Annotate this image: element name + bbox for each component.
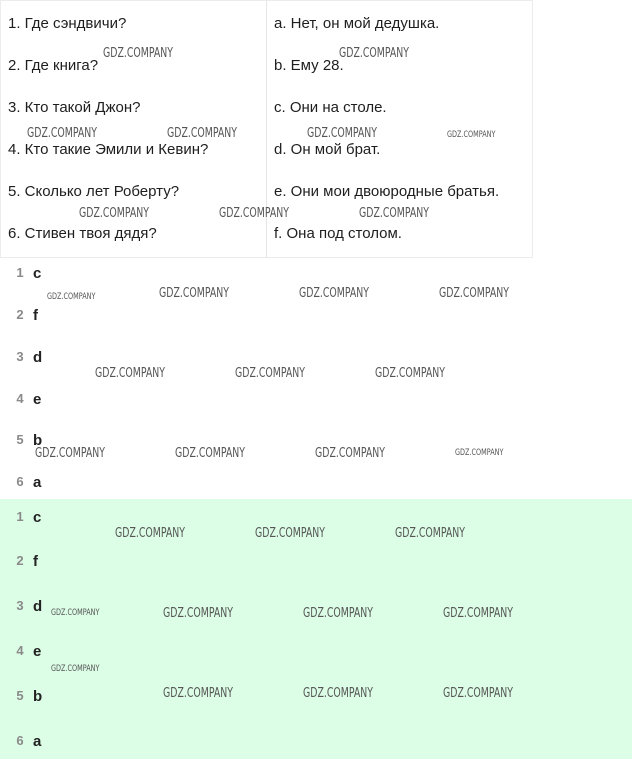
question-2: 2. Где книга? (8, 57, 99, 74)
answer-number: 4 (16, 391, 24, 406)
question-5: 5. Сколько лет Роберту? (8, 183, 180, 200)
watermark-stamp: GDZ.COMPANY (375, 366, 445, 381)
answer-row (0, 265, 632, 287)
watermark-stamp: GDZ.COMPANY (439, 286, 509, 301)
answer-option-e: e. Они мои двоюродные братья. (274, 183, 500, 200)
watermark-stamp: GDZ.COMPANY (359, 206, 429, 221)
answer-row (0, 733, 632, 755)
watermark-stamp: GDZ.COMPANY (103, 46, 173, 61)
answer-number: 2 (16, 553, 24, 568)
watermark-stamp: GDZ.COMPANY (51, 664, 100, 674)
watermark-stamp: GDZ.COMPANY (235, 366, 305, 381)
answer-row (0, 643, 632, 665)
question-6: 6. Стивен твоя дядя? (8, 225, 157, 242)
answer-option-b: b. Ему 28. (274, 57, 344, 74)
answer-letter: b (33, 432, 43, 449)
answer-number: 3 (16, 598, 24, 613)
watermark-stamp: GDZ.COMPANY (447, 130, 496, 140)
answer-number: 1 (16, 265, 24, 280)
answer-option-c: c. Они на столе. (274, 99, 387, 116)
question-3: 3. Кто такой Джон? (8, 99, 141, 116)
watermark-stamp: GDZ.COMPANY (299, 286, 369, 301)
answer-number: 2 (16, 307, 24, 322)
answer-number: 5 (16, 688, 24, 703)
watermark-stamp: GDZ.COMPANY (255, 526, 325, 541)
answer-letter: f (33, 307, 38, 324)
answer-row (0, 553, 632, 575)
watermark-stamp: GDZ.COMPANY (51, 608, 100, 618)
watermark-stamp: GDZ.COMPANY (27, 126, 97, 141)
watermark-stamp: GDZ.COMPANY (159, 286, 229, 301)
watermark-stamp: GDZ.COMPANY (175, 446, 245, 461)
watermark-stamp: GDZ.COMPANY (339, 46, 409, 61)
watermark-stamp: GDZ.COMPANY (443, 606, 513, 621)
question-1: 1. Где сэндвичи? (8, 15, 127, 32)
question-4: 4. Кто такие Эмили и Кевин? (8, 141, 209, 158)
watermark-stamp: GDZ.COMPANY (395, 526, 465, 541)
watermark-stamp: GDZ.COMPANY (443, 686, 513, 701)
answer-row (0, 391, 632, 413)
answer-letter: b (33, 688, 43, 705)
watermark-stamp: GDZ.COMPANY (79, 206, 149, 221)
answer-option-d: d. Он мой брат. (274, 141, 381, 158)
watermark-stamp: GDZ.COMPANY (95, 366, 165, 381)
watermark-stamp: GDZ.COMPANY (315, 446, 385, 461)
answer-option-f: f. Она под столом. (274, 225, 402, 242)
answer-letter: d (33, 349, 43, 366)
watermark-stamp: GDZ.COMPANY (219, 206, 289, 221)
watermark-stamp: GDZ.COMPANY (455, 448, 504, 458)
answer-row (0, 474, 632, 496)
answer-letter: e (33, 391, 42, 408)
watermark-stamp: GDZ.COMPANY (47, 292, 96, 302)
watermark-stamp: GDZ.COMPANY (307, 126, 377, 141)
watermark-stamp: GDZ.COMPANY (303, 606, 373, 621)
answer-number: 5 (16, 432, 24, 447)
answer-letter: a (33, 474, 42, 491)
watermark-stamp: GDZ.COMPANY (167, 126, 237, 141)
answer-row (0, 307, 632, 329)
answer-letter: a (33, 733, 42, 750)
watermark-stamp: GDZ.COMPANY (163, 686, 233, 701)
answer-option-a: a. Нет, он мой дедушка. (274, 15, 440, 32)
answer-number: 1 (16, 509, 24, 524)
answer-letter: d (33, 598, 43, 615)
answer-number: 6 (16, 733, 24, 748)
answer-letter: f (33, 553, 38, 570)
watermark-stamp: GDZ.COMPANY (303, 686, 373, 701)
answer-letter: c (33, 509, 42, 526)
answer-number: 3 (16, 349, 24, 364)
watermark-stamp: GDZ.COMPANY (35, 446, 105, 461)
answer-letter: c (33, 265, 42, 282)
answer-number: 6 (16, 474, 24, 489)
watermark-stamp: GDZ.COMPANY (115, 526, 185, 541)
watermark-stamp: GDZ.COMPANY (163, 606, 233, 621)
answer-letter: e (33, 643, 42, 660)
answer-number: 4 (16, 643, 24, 658)
